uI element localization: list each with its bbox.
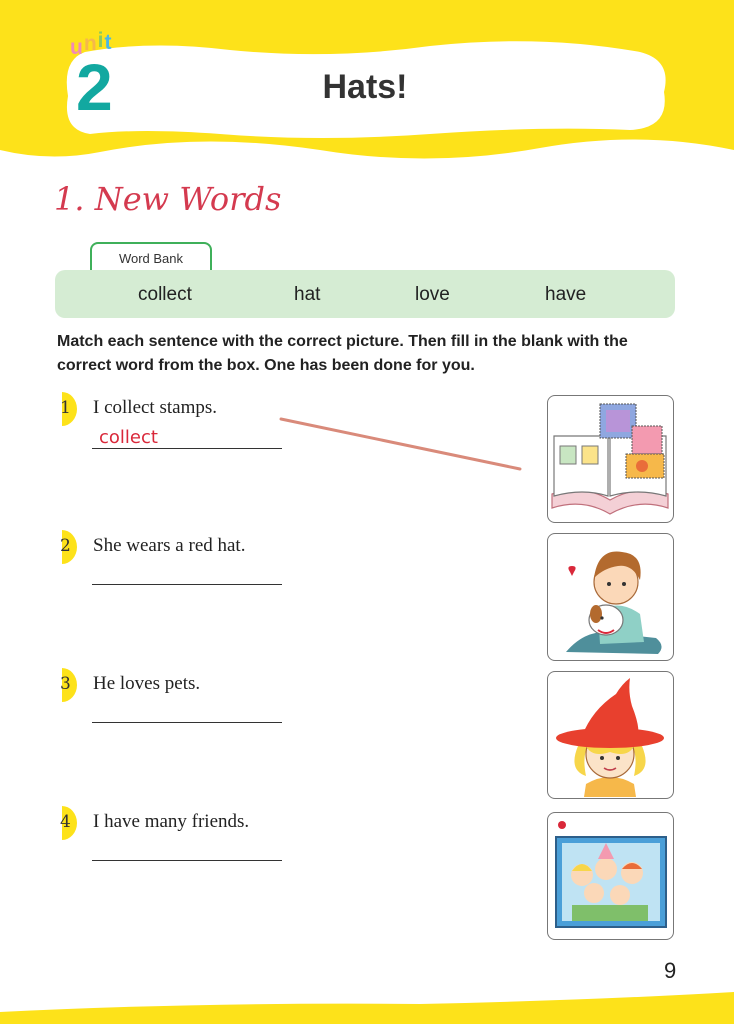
question-number: 2: [60, 536, 71, 556]
word-bank-label: Word Bank: [90, 242, 212, 270]
instructions: Match each sentence with the correct picture. Then fill in the blank with the correct word from the box. One has been done for you.: [57, 333, 628, 374]
answer-blank[interactable]: collect: [99, 427, 158, 448]
stamp-album-picture[interactable]: [547, 395, 674, 523]
answer-line: [92, 584, 282, 585]
girl-in-red-hat-picture[interactable]: [547, 671, 674, 799]
boy-hugging-puppy-picture[interactable]: [547, 533, 674, 661]
question-number: 1: [60, 398, 71, 418]
question-sentence: She wears a red hat.: [93, 535, 246, 556]
question-sentence: I collect stamps.: [93, 397, 217, 418]
unit-letter: u: [70, 36, 84, 59]
word-bank-word: hat: [294, 284, 321, 305]
question-sentence: He loves pets.: [93, 673, 201, 694]
unit-letter: t: [104, 31, 113, 54]
answer-line: [92, 722, 282, 723]
section-title: 1. New Words: [54, 180, 282, 218]
answer-line: [92, 448, 282, 449]
unit-number: 2: [76, 50, 113, 124]
question-number: 3: [60, 674, 71, 694]
page-title: Hats!: [322, 68, 408, 106]
question-sentence: I have many friends.: [93, 811, 250, 832]
footer-banner: [0, 982, 734, 1024]
question-number: 4: [60, 812, 71, 832]
word-bank-word: love: [415, 284, 450, 305]
friends-photo-picture[interactable]: [547, 812, 674, 940]
word-bank-word: have: [545, 284, 587, 305]
answer-line: [92, 860, 282, 861]
page-number: 9: [664, 958, 677, 983]
word-bank-word: collect: [138, 284, 192, 305]
unit-letter: i: [97, 29, 105, 52]
unit-letter: n: [83, 32, 98, 55]
